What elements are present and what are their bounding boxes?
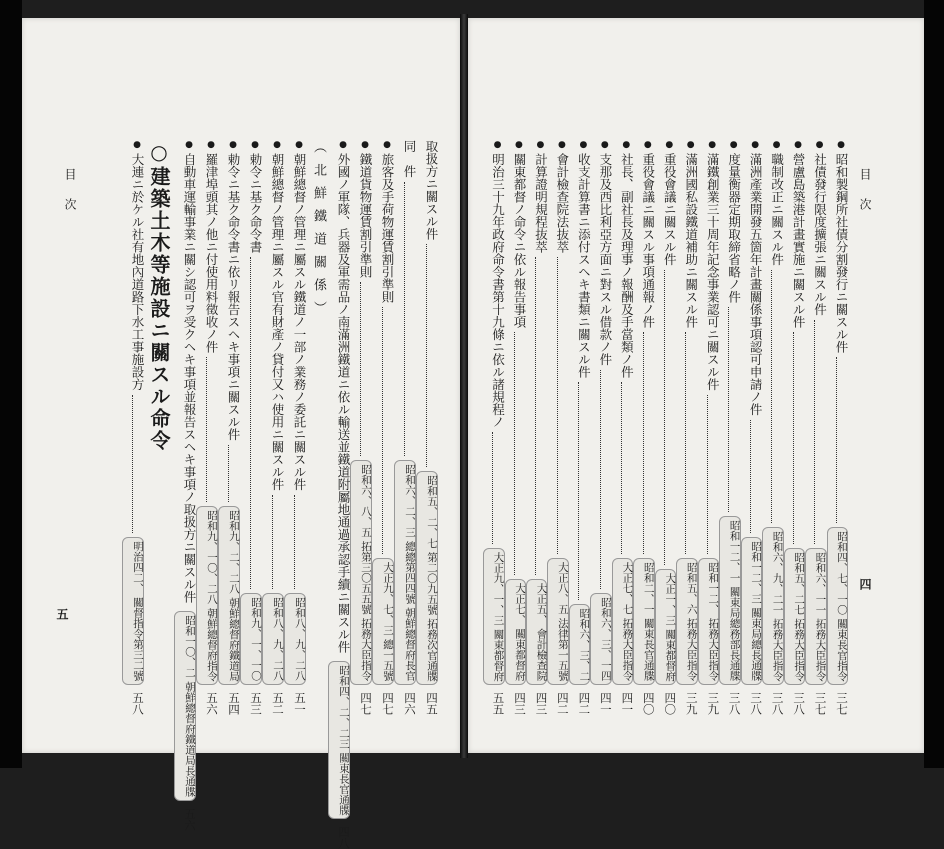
toc-entry-text: 職制改正ニ關スル件	[769, 153, 785, 266]
toc-entry-title	[590, 140, 611, 366]
page-header: 目次	[63, 168, 77, 228]
toc-entry[interactable]	[827, 140, 848, 715]
toc-entry-page: 五六	[183, 807, 197, 831]
toc-entry-text: 重役會議ニ關スル事項通報ノ件	[640, 153, 656, 328]
page-number: 四	[858, 578, 872, 590]
toc-entry[interactable]	[547, 140, 568, 715]
toc-entry-reference: 大正一、三 關東都督府	[655, 569, 676, 685]
toc-entry-title	[240, 140, 262, 253]
right-page	[468, 18, 924, 753]
toc-entry-page: 三九	[706, 692, 721, 715]
bullet-icon: ●	[707, 140, 718, 150]
toc-entry-text: 滿洲國私設鐵道補助ニ關スル件	[683, 153, 699, 328]
toc-entry-page: 五二	[271, 692, 285, 715]
toc-entry-page: 四八	[337, 826, 351, 849]
toc-entry-reference: 昭和四、七、一〇 關東長官指令	[827, 527, 848, 685]
toc-entry[interactable]	[526, 140, 547, 715]
toc-entry-title	[676, 140, 697, 328]
toc-entry-text: 同 件	[402, 140, 417, 178]
dot-leader	[535, 257, 536, 575]
toc-entry-text: 營盧島築港計畫實施ニ關スル件	[791, 153, 807, 328]
dot-leader	[132, 395, 133, 534]
dot-leader	[404, 182, 405, 457]
toc-entry-reference: 明治四二、 關督指令第三二號	[122, 537, 144, 685]
toc-entry-title	[122, 140, 144, 391]
toc-entry-reference: 昭和一二、三 關東局總長通牒	[741, 537, 762, 685]
toc-entry-text: 朝鮮總督ノ管理ニ屬スル官有財產ノ貸付又ハ使用ニ關スル件	[270, 153, 285, 491]
toc-entry[interactable]	[262, 140, 284, 715]
toc-entry-text: 收支計算書ニ添付スヘキ書類ニ關スル件	[576, 153, 592, 378]
bullet-icon: ●	[382, 140, 392, 150]
toc-entry[interactable]	[676, 140, 697, 715]
toc-entry-title	[196, 140, 218, 353]
dot-leader	[600, 370, 601, 590]
toc-entry-reference: 昭和六、一一 拓務大臣指令	[805, 548, 826, 685]
toc-entry-page: 五三	[249, 692, 263, 715]
dot-leader	[793, 332, 794, 544]
toc-entry-page: 三八	[727, 692, 742, 715]
bullet-icon: ●	[642, 140, 653, 150]
toc-entry-text: 外國ノ軍隊、兵器及軍需品ノ南滿洲鐵道ニ依ル輸送並鐵道附屬地通過承認手續ニ關スル件	[336, 153, 351, 653]
bullet-icon: ●	[556, 140, 567, 150]
dot-leader	[492, 432, 493, 544]
toc-entry-reference: 昭和五、二七 拓務大臣指令	[784, 548, 805, 685]
dot-leader	[426, 244, 427, 467]
toc-entry-page: 四三	[534, 692, 549, 715]
toc-entry-title	[483, 140, 504, 428]
toc-entry-title	[526, 140, 547, 253]
toc-entry[interactable]	[328, 140, 351, 849]
toc-entry-title	[394, 140, 416, 178]
toc-entry-text: 取扱方ニ關スル件	[424, 140, 439, 240]
toc-entry-title	[505, 140, 526, 328]
dot-leader	[814, 320, 815, 544]
bullet-icon: ●	[664, 140, 675, 150]
bullet-icon: ●	[728, 140, 739, 150]
toc-entry-text: 社債發行限度擴張ニ關スル件	[812, 153, 828, 316]
toc-entry[interactable]	[590, 140, 611, 715]
dot-leader	[360, 282, 361, 456]
toc-entry-reference: 昭和八、九、二八	[284, 593, 306, 685]
toc-entry-title	[416, 140, 438, 240]
toc-entry[interactable]	[196, 140, 218, 715]
bullet-icon: ●	[228, 140, 238, 150]
toc-entry-page: 三八	[770, 692, 785, 715]
toc-entry[interactable]	[394, 140, 416, 715]
bullet-icon: ●	[578, 140, 589, 150]
toc-entry-title	[328, 140, 350, 653]
toc-entry-reference: 昭和六、三、二	[569, 604, 590, 686]
bullet-icon: ●	[535, 140, 546, 150]
toc-entry-title	[655, 140, 676, 266]
toc-entry-text: 鐵道貨物運賃割引準則	[358, 153, 373, 278]
toc-entry[interactable]	[483, 140, 504, 715]
toc-entry-text: 度量衡器定期取締省略ノ件	[726, 153, 742, 303]
toc-entry[interactable]	[805, 140, 826, 715]
left-page	[22, 18, 460, 849]
toc-entry[interactable]	[633, 140, 654, 715]
toc-entry-page: 五五	[491, 692, 506, 715]
bullet-icon: ●	[272, 140, 282, 150]
toc-entry[interactable]	[350, 140, 372, 715]
toc-entry-reference: 大正九、七、三 總一五號	[372, 558, 394, 685]
toc-entry[interactable]	[719, 140, 740, 715]
bullet-icon: ●	[793, 140, 804, 150]
toc-entry-reference: 昭和九、一〇、二八 朝鮮總督府指令	[196, 506, 218, 685]
toc-entry-reference: 大正八、五 法律第一五號	[547, 558, 568, 685]
toc-entry-page: 三九	[684, 692, 699, 715]
toc-entry-title	[218, 140, 240, 441]
bullet-icon: ●	[513, 140, 524, 150]
toc-entry-title	[284, 140, 306, 491]
toc-entry[interactable]	[505, 140, 526, 715]
toc-entry-title	[633, 140, 654, 328]
toc-entry-page: 四七	[381, 692, 395, 715]
toc-entry[interactable]	[122, 140, 144, 715]
toc-entry-reference: 大正五、 會計檢查院	[526, 579, 547, 685]
bullet-icon: ●	[338, 140, 348, 150]
scan-border-right	[924, 0, 944, 768]
toc-entry[interactable]	[174, 140, 197, 831]
bullet-icon: ●	[771, 140, 782, 150]
toc-entry-reference: 昭和二、一 關東長官通牒	[633, 558, 654, 685]
toc-entry-page: 四二	[555, 692, 570, 715]
toc-entry-page: 五一	[293, 692, 307, 715]
dot-leader	[557, 257, 558, 554]
toc-entry-reference: 大正九、一、三 關東都督府	[483, 548, 504, 685]
toc-entry-title	[741, 140, 762, 416]
toc-entry-page: 五八	[131, 692, 145, 715]
toc-entry-reference: 昭和六、三、一四	[590, 593, 611, 685]
toc-entry-text: 滿洲產業開發五箇年計畫關係事項認可申請ノ件	[748, 153, 764, 416]
toc-entry-title	[569, 140, 590, 378]
toc-entry-title	[350, 140, 372, 278]
dot-leader	[771, 270, 772, 523]
toc-entry-reference: 昭和六、八、五 拓第三〇五五號 拓務大臣指令	[350, 460, 372, 685]
toc-entry-reference: 昭和八、九、二八	[262, 593, 284, 685]
toc-entry-reference: 昭和五、二、七 第二〇九五號 拓務次官通牒	[416, 471, 438, 685]
toc-entry-title	[698, 140, 719, 391]
toc-entry-reference: 昭和九、二、二八 朝鮮總督府鐵道局	[218, 506, 240, 685]
toc-entry-text: 滿鐵創業三十周年記念事業認可ニ關スル件	[705, 153, 721, 391]
toc-entry-page: 四五	[425, 692, 439, 715]
dot-leader	[836, 357, 837, 523]
toc-entry-page: 三七	[813, 692, 828, 715]
dot-leader	[685, 332, 686, 554]
dot-leader	[206, 357, 207, 502]
toc-entry[interactable]	[741, 140, 762, 715]
toc-entry-title	[547, 140, 568, 253]
bullet-icon: ●	[599, 140, 610, 150]
toc-entry[interactable]	[762, 140, 783, 715]
bullet-icon: ●	[621, 140, 632, 150]
toc-entry-text: 朝鮮總督ノ管理ニ屬スル鐵道ノ一部ノ業務ノ委託ニ關スル件	[292, 153, 307, 491]
toc-entry-reference: 大正七、七 拓務大臣指令	[612, 558, 633, 685]
bullet-icon: ●	[250, 140, 260, 150]
toc-entry[interactable]	[784, 140, 805, 715]
toc-entry-text: 明治三十九年政府命令書第十九條ニ依ル諸規程ノ	[490, 153, 506, 428]
toc-entry-reference: 昭和六、九、二一 拓務大臣指令	[762, 527, 783, 685]
toc-entry[interactable]	[416, 140, 438, 715]
toc-entry-text: 關東都督ノ命令ニ依ル報告事項	[511, 153, 527, 328]
scan-border-left	[0, 0, 22, 768]
dot-leader	[728, 307, 729, 512]
toc-entry[interactable]	[240, 140, 262, 715]
toc-entry-text: 勅令ニ基ク命令書ニ依リ報告スヘキ事項ニ關スル件	[226, 153, 241, 441]
dot-leader	[250, 257, 251, 589]
book-spine	[460, 14, 468, 758]
toc-entry-title	[612, 140, 633, 378]
toc-entry-text: 大連ニ於ケル社有地內道路下水工事施設方	[130, 153, 145, 391]
toc-entry[interactable]	[569, 140, 590, 715]
bullet-icon: ●	[184, 140, 194, 150]
toc-entry-page: 五四	[227, 692, 241, 715]
dot-leader	[294, 495, 295, 590]
toc-entry-page: 四六	[403, 692, 417, 715]
bullet-icon: ●	[492, 140, 503, 150]
toc-entry[interactable]	[655, 140, 676, 715]
toc-entry-title	[827, 140, 848, 353]
toc-entry[interactable]	[218, 140, 240, 715]
toc-entry-text: 旅客及手荷物運賃割引準則	[380, 153, 395, 303]
toc-entry-reference: 昭和九、一、一〇	[240, 593, 262, 685]
toc-entry-text: 重役會議ニ關スル件	[662, 153, 678, 266]
toc-entry-page: 五六	[205, 692, 219, 715]
toc-entry[interactable]	[372, 140, 394, 715]
toc-entry-title	[719, 140, 740, 303]
toc-entry-text: 計算證明規程抜萃	[533, 153, 549, 253]
bullet-icon: ●	[814, 140, 825, 150]
toc-entry-title	[762, 140, 783, 266]
toc-entry-page: 三七	[835, 692, 849, 715]
subsection-heading: （北鮮鐵道關係）	[311, 140, 326, 324]
section-title: ○建築土木等施設ニ關スル命令	[147, 140, 171, 452]
bullet-icon: ●	[132, 140, 142, 150]
toc-entry-text: 羅津埠頭其ノ他ニ付使用料徵收ノ件	[204, 153, 219, 353]
toc-entry[interactable]	[612, 140, 633, 715]
toc-entry[interactable]	[284, 140, 306, 715]
page-number: 五	[55, 608, 69, 620]
dot-leader	[750, 420, 751, 534]
dot-leader	[514, 332, 515, 575]
toc-entry-page: 四一	[620, 692, 635, 715]
toc-entry-text: 昭和製鋼所社債分割發行ニ關スル件	[834, 153, 849, 353]
toc-list-left	[78, 140, 439, 849]
dot-leader	[643, 332, 644, 554]
toc-entry-text: 會計檢查院法抜萃	[554, 153, 570, 253]
toc-entry-title	[784, 140, 805, 328]
page-header: 目次	[858, 168, 872, 228]
toc-entry-page: 四三	[512, 692, 527, 715]
toc-entry-page: 四〇	[641, 692, 656, 715]
bullet-icon: ●	[750, 140, 761, 150]
toc-entry-text: 自動車運輸事業ニ關シ認可ヲ受クヘキ事項並報告スヘキ事項ノ取扱方ニ關スル件	[182, 153, 197, 603]
toc-entry[interactable]	[698, 140, 719, 715]
toc-list-right	[483, 140, 848, 715]
toc-entry-title	[174, 140, 196, 603]
toc-entry-page: 三八	[749, 692, 764, 715]
bullet-icon: ●	[294, 140, 304, 150]
toc-entry-reference: 昭和五、六 拓務大臣指令	[676, 558, 697, 685]
bullet-icon: ●	[836, 140, 846, 150]
toc-entry-page: 四〇	[663, 692, 678, 715]
dot-leader	[382, 307, 383, 554]
toc-entry-reference: 昭和一〇、二 朝鮮總督府鐵道局長通牒	[174, 611, 196, 801]
toc-entry-title	[805, 140, 826, 316]
toc-entry-reference: 昭和六、二、三 總總第四四號 朝鮮總督府長官	[394, 460, 416, 685]
toc-entry-reference: 昭和四、二、二三 關東長官通牒	[328, 661, 350, 819]
toc-entry-text: 勅令ニ基ク命令書	[248, 153, 263, 253]
toc-entry-title	[372, 140, 394, 303]
dot-leader	[578, 382, 579, 600]
dot-leader	[228, 445, 229, 502]
toc-entry-page: 四一	[598, 692, 613, 715]
toc-entry-page: 四二	[577, 692, 592, 715]
toc-entry-text: 支那及西比利亞方面ニ對スル借款ノ件	[597, 153, 613, 366]
toc-entry-reference: 昭和一二、 拓務大臣指令	[698, 558, 719, 685]
toc-entry-reference: 昭和一二、一 關東局總務部長通牒	[719, 516, 740, 685]
toc-entry-reference: 大正七、 關東都督府	[505, 579, 526, 685]
dot-leader	[707, 395, 708, 555]
dot-leader	[272, 495, 273, 590]
bullet-icon: ●	[206, 140, 216, 150]
bullet-icon: ●	[685, 140, 696, 150]
toc-entry-page: 四七	[359, 692, 373, 715]
toc-entry-text: 社長、副社長及理事ノ報酬及手當類ノ件	[619, 153, 635, 378]
dot-leader	[621, 382, 622, 554]
dot-leader	[664, 270, 665, 565]
toc-entry-page: 三八	[792, 692, 807, 715]
bullet-icon: ●	[360, 140, 370, 150]
toc-entry-title	[262, 140, 284, 491]
